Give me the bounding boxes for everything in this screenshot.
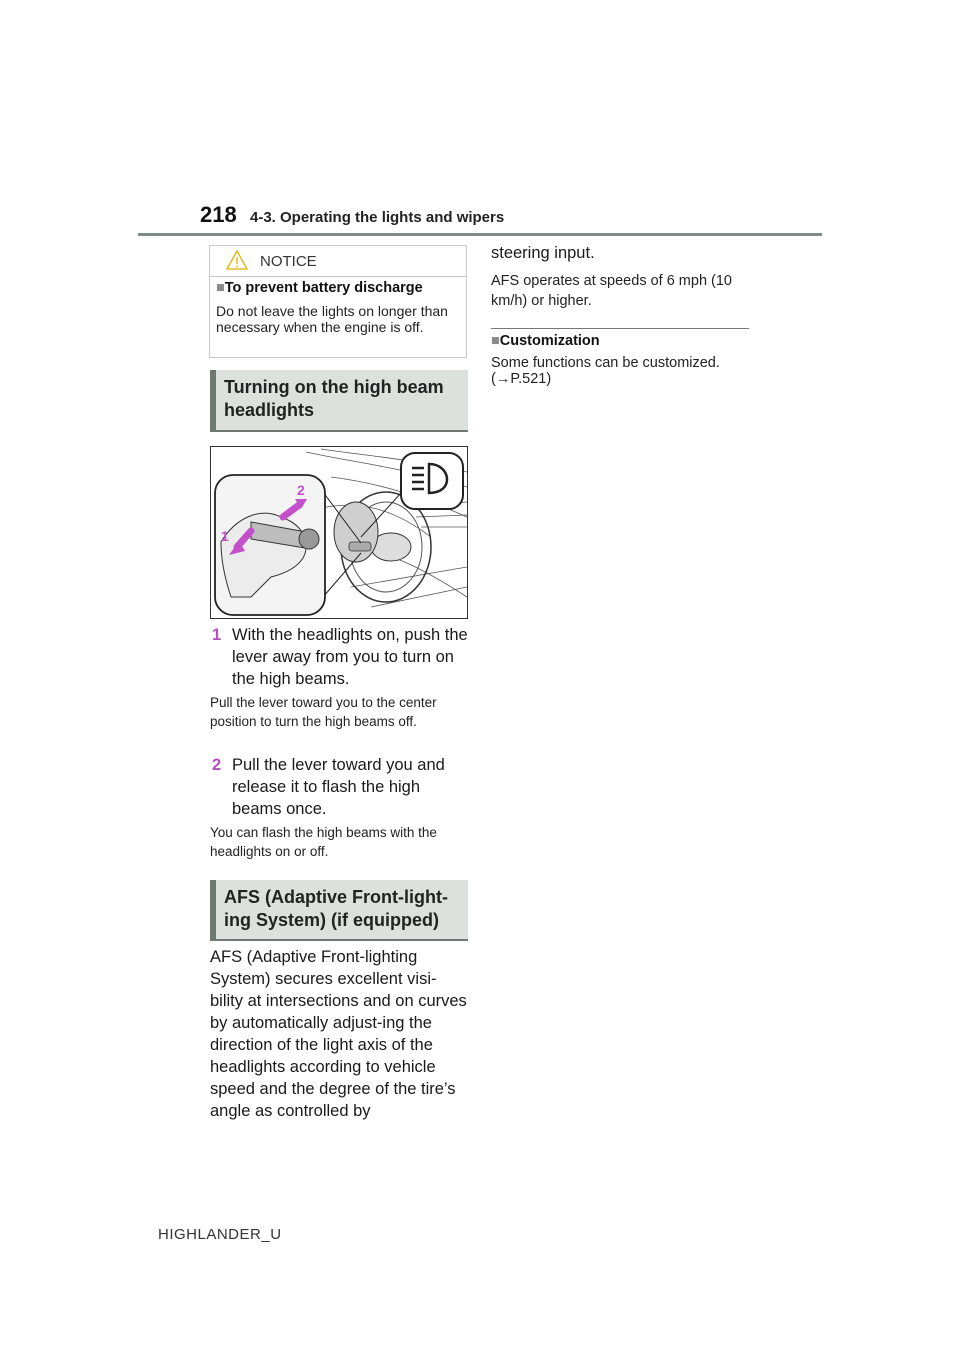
afs-body-left: AFS (Adaptive Front-lighting System) secures excellent visi-bility at intersections and on curves by automatically adjust-ing the direction of the light axis of the headlights according to vehicle speed and the degree of the tire’s angle as controlled by: [210, 948, 467, 1120]
heading-high-beam-line2: headlights: [224, 400, 315, 420]
heading-afs-rule: [210, 939, 468, 941]
step-1-number: 1: [212, 626, 222, 644]
step-1-text: With the headlights on, push the lever away from you to turn on the high beams.: [232, 626, 468, 688]
heading-afs-line2: ing System) (if equipped): [224, 910, 440, 930]
step-2: [212, 754, 468, 820]
notice-box: [209, 245, 467, 358]
customization-heading: [491, 333, 600, 349]
customization-divider: [491, 328, 749, 329]
page-number: 218: [200, 202, 237, 227]
square-bullet-icon: ■: [216, 280, 225, 296]
heading-high-beam-line1: Turning on the high beam: [224, 377, 444, 397]
warning-icon: [226, 250, 248, 270]
customization-page-link[interactable]: (→P.521): [491, 371, 552, 387]
footer-model: HIGHLANDER_U: [158, 1226, 282, 1243]
notice-label: NOTICE: [260, 253, 317, 270]
notice-subheading: [216, 280, 423, 296]
callout-1: 1: [221, 528, 229, 544]
header-divider: [138, 233, 822, 236]
step-2-number: 2: [212, 756, 222, 774]
callout-2: 2: [297, 482, 305, 498]
notice-subheading-text: To prevent battery discharge: [224, 280, 423, 296]
lever-illustration-drawing: [211, 447, 467, 618]
notice-body: Do not leave the lights on longer than necessary when the engine is off.: [216, 303, 448, 335]
heading-high-beam: [210, 370, 468, 431]
section-title: 4-3. Operating the lights and wipers: [250, 209, 505, 226]
heading-afs: [210, 880, 468, 941]
customization-body: [491, 355, 749, 387]
step-1: [212, 624, 468, 690]
afs-note: AFS operates at speeds of 6 mph (10 km/h) or higher.: [491, 273, 732, 309]
customization-text: Some functions can be customized.: [491, 355, 720, 371]
customization-heading-text: Customization: [499, 333, 600, 349]
lever-illustration: [210, 446, 468, 619]
step-2-note: You can flash the high beams with the headlights on or off.: [210, 825, 437, 859]
afs-body-right: steering input.: [491, 244, 595, 262]
square-bullet-icon: ■: [491, 333, 500, 349]
notice-header: [210, 246, 466, 277]
heading-afs-line1: AFS (Adaptive Front-light-: [224, 887, 448, 907]
step-1-note: Pull the lever toward you to the center position to turn the high beams off.: [210, 695, 437, 729]
step-2-text: Pull the lever toward you and release it to flash the high beams once.: [232, 756, 445, 818]
heading-high-beam-rule: [210, 430, 468, 432]
